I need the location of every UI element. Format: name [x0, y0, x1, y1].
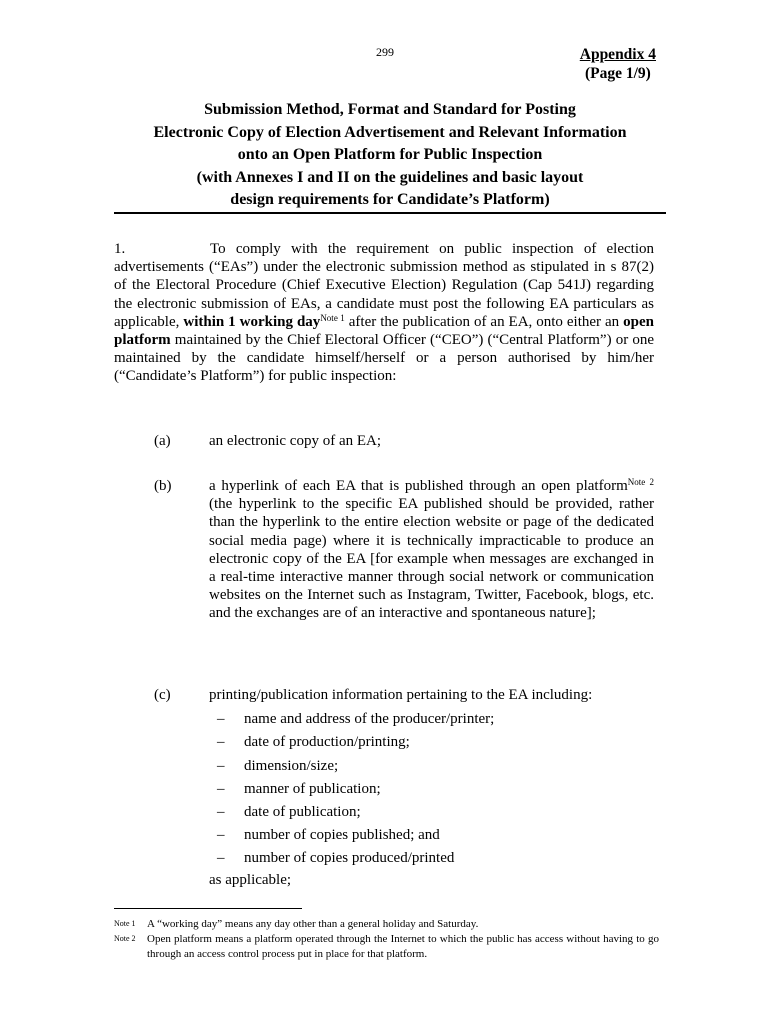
document-title [114, 99, 666, 212]
title-line-1: Submission Method, Format and Standard for Posting [204, 101, 576, 118]
paragraph-number: 1. [114, 241, 126, 257]
list-item: – name and address of the producer/printer; [209, 708, 654, 731]
item-label: (a) [154, 433, 171, 449]
dash-bullet: – [217, 827, 225, 844]
footnote-text: A “working day” means any day other than a general holiday and Saturday. [147, 918, 479, 930]
title-divider [114, 212, 666, 214]
title-line-5: design requirements for Candidate’s Platform) [230, 191, 550, 208]
list-item: – date of production/printing; [209, 731, 654, 754]
list-item: – date of publication; [209, 801, 654, 824]
title-line-3: onto an Open Platform for Public Inspection [237, 146, 543, 163]
paragraph-text-a: To comply with the requirement on public inspection of election advertisements (“EAs”) under the electronic submission method as stipulated in s 87(2) of the Electoral Procedure (Chief Executive Election) Regulation (Cap 541J) regarding the electronic submission of EAs, a candidate must post the following EA particulars as applicable, [114, 241, 654, 330]
paragraph-text-c: maintained by the Chief Electoral Officer (“CEO”) (“Central Platform”) or one maintained by the candidate himself/herself or a person authorised by him/her (“Candidate’s Platform”) for public inspection: [114, 332, 654, 385]
title-line-4: (with Annexes I and II on the guidelines and basic layout [196, 168, 584, 186]
printing-info-list [209, 708, 654, 870]
footnote-text: Open platform means a platform operated through the Internet to which the public has access without having to go through an access control process put in place for that platform. [147, 933, 659, 960]
note-2-reference: Note 2 [627, 477, 654, 487]
dash-bullet: – [217, 780, 225, 797]
page-number: 299 [376, 45, 394, 59]
item-label: (b) [154, 478, 172, 494]
title-line-2: Electronic Copy of Election Advertisement and Relevant Information [153, 123, 627, 141]
page-label: (Page 1/9) [584, 65, 651, 82]
footnote-divider [114, 908, 302, 909]
list-item: – manner of publication; [209, 778, 654, 801]
footnote-mark: Note 2 [114, 934, 136, 943]
list-item: – dimension/size; [209, 755, 654, 778]
paragraph-1 [114, 240, 654, 386]
appendix-header [580, 45, 656, 83]
note-1-reference: Note 1 [320, 312, 345, 323]
paragraph-bold-a: within 1 working day [183, 313, 321, 330]
item-text [209, 477, 654, 623]
item-text [209, 686, 654, 889]
list-item: – number of copies produced/printed [209, 847, 654, 870]
item-label: (c) [154, 687, 171, 703]
item-b-text-a: a hyperlink of each EA that is published through an open platform [209, 478, 628, 494]
list-item: – number of copies published; and [209, 824, 654, 847]
dash-bullet: – [217, 850, 225, 867]
item-b-text-b: (the hyperlink to the specific EA published should be provided, rather than the hyperlink to the entire election website or page of the dedicated social media page) where it is technically impracticable to produce an electronic copy of the EA [for example when messages are exchanged in a real-time interactive manner through social network or communication websites on the Internet such as Instagram, Twitter, Facebook, blogs, etc. and the exchanges are of an interactive and spontaneous nature]; [209, 496, 654, 622]
appendix-label: Appendix 4 [579, 46, 656, 63]
item-c-closing: as applicable; [209, 871, 292, 888]
paragraph-bold-b: open platform [114, 313, 654, 349]
dash-bullet: – [217, 734, 225, 751]
dash-bullet: – [217, 803, 225, 820]
footnote-mark: Note 1 [114, 919, 136, 928]
item-text: an electronic copy of an EA; [209, 433, 382, 449]
paragraph-text-b: after the publication of an EA, onto either an [344, 313, 624, 330]
dash-bullet: – [217, 711, 225, 728]
dash-bullet: – [217, 757, 225, 774]
item-c-intro: printing/publication information pertaining to the EA including: [209, 687, 593, 703]
